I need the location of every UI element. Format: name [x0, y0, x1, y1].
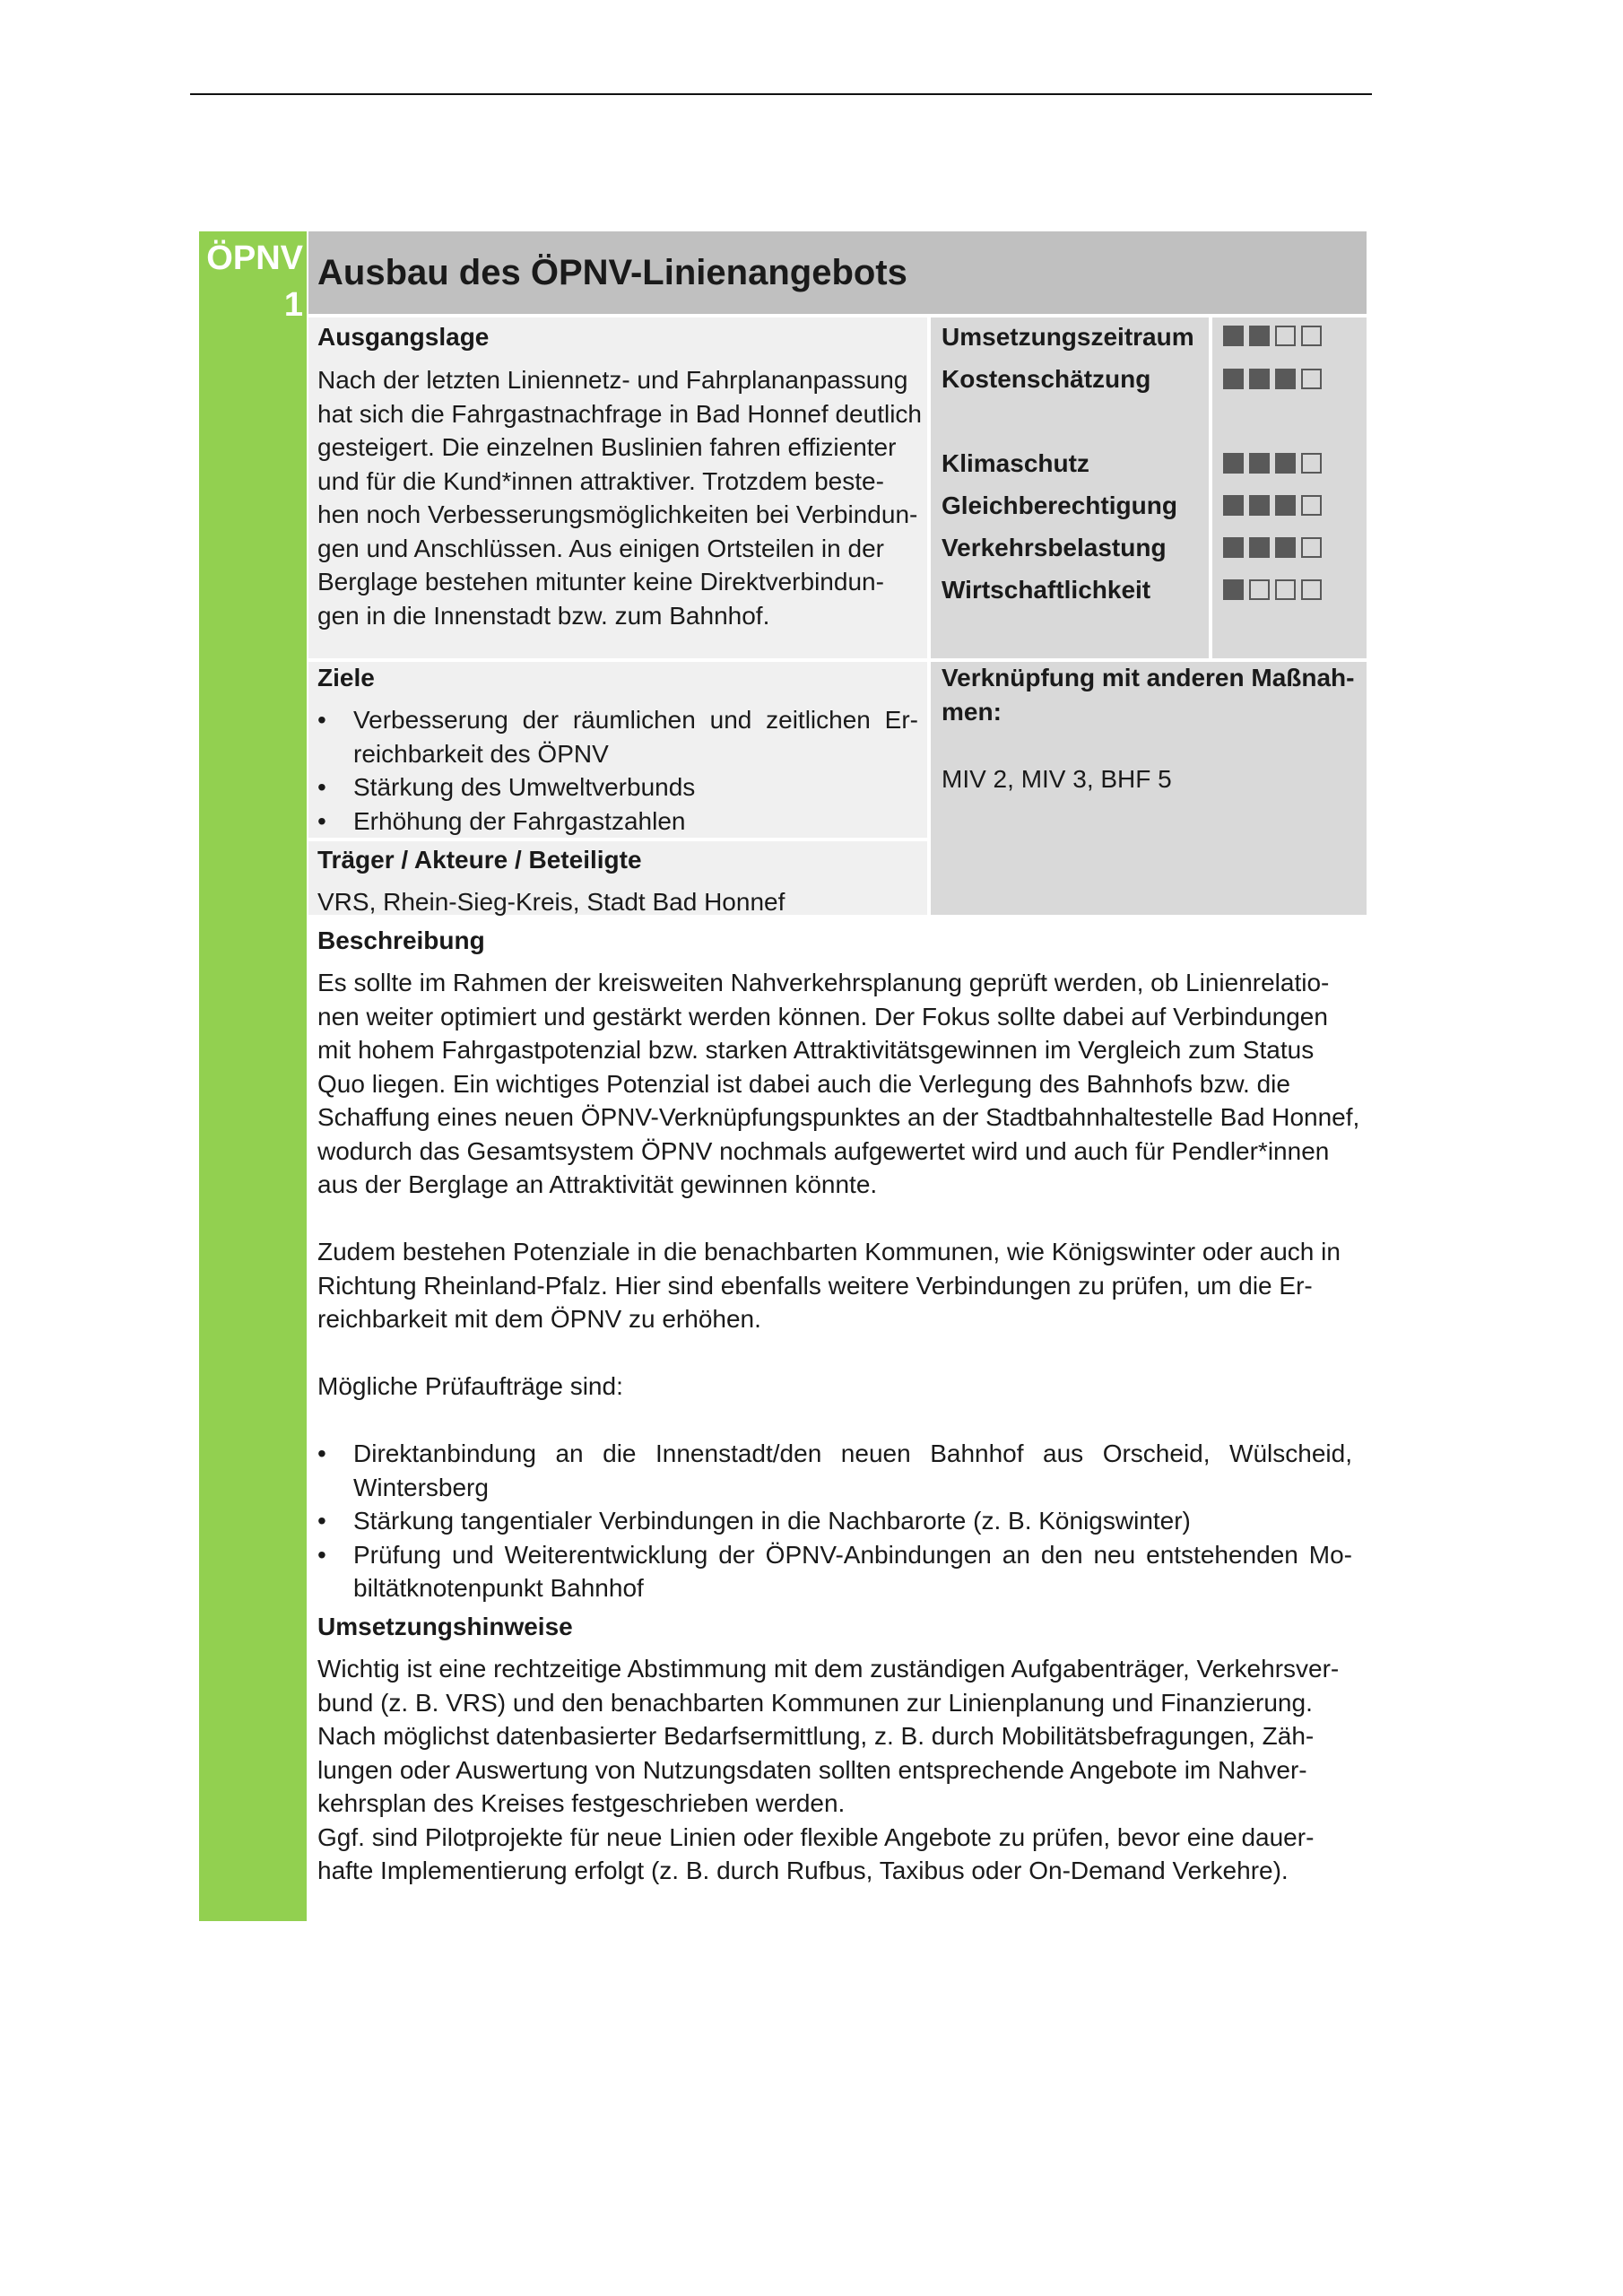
- text-line: Ggf. sind Pilotprojekte für neue Linien oder flexible Angebote zu prüfen, bevor eine dauer-: [317, 1822, 1315, 1851]
- traeger-text: VRS, Rhein-Sieg-Kreis, Stadt Bad Honnef: [317, 888, 785, 916]
- rating-square-filled: [1223, 326, 1244, 346]
- rating-squares: [1223, 537, 1322, 558]
- rating-label-gleichberechtigung: Gleichberechtigung: [942, 491, 1177, 519]
- rating-square-filled: [1249, 495, 1270, 516]
- beschreibung-paragraph-1: [317, 966, 1367, 1202]
- text-line: Nach der letzten Liniennetz- und Fahrplananpassung: [317, 366, 908, 394]
- text-line: bund (z. B. VRS) und den benachbarten Kommunen zur Linienplanung und Finanzierung.: [317, 1688, 1313, 1717]
- rating-square-empty: [1275, 326, 1296, 346]
- list-item: • Direktanbindung an die Innenstadt/den neuen Bahnhof aus Orscheid, Wülscheid, Wintersberg: [317, 1439, 1352, 1501]
- rating-square-filled: [1275, 537, 1296, 558]
- list-item: • Prüfung und Weiterentwicklung der ÖPNV-Anbindungen an den neu entstehenden Mo-biltätknotenpunkt Bahnhof: [317, 1540, 1352, 1602]
- text-line: Wichtig ist eine rechtzeitige Abstimmung mit dem zuständigen Aufgabenträger, Verkehrsver-: [317, 1655, 1340, 1683]
- text-line: Es sollte im Rahmen der kreisweiten Nahverkehrsplanung geprüft werden, ob Linienrelatio-: [317, 969, 1330, 996]
- text-line: Quo liegen. Ein wichtiges Potenzial ist dabei auch die Verlegung des Bahnhofs bzw. die: [317, 1069, 1290, 1098]
- ziele-heading: Ziele: [317, 664, 375, 691]
- rating-squares: [1223, 579, 1322, 600]
- heading-line: Verknüpfung mit anderen Maßnah-: [942, 664, 1355, 691]
- umsetzung-text: [317, 1652, 1367, 1888]
- rating-label-klimaschutz: Klimaschutz: [942, 449, 1089, 477]
- text-line: nen weiter optimiert und gestärkt werden können. Der Fokus sollte dabei auf Verbindungen: [317, 1002, 1328, 1031]
- rating-label-wirtschaftlichkeit: Wirtschaftlichkeit: [942, 576, 1151, 604]
- text-line: Richtung Rheinland-Pfalz. Hier sind ebenfalls weitere Verbindungen zu prüfen, um die Er-: [317, 1271, 1313, 1300]
- rating-square-filled: [1223, 537, 1244, 558]
- list-item: • Erhöhung der Fahrgastzahlen: [317, 806, 686, 835]
- rating-square-empty: [1275, 579, 1296, 600]
- text-line: hafte Implementierung erfolgt (z. B. durch Rufbus, Taxibus oder On-Demand Verkehre).: [317, 1857, 1289, 1884]
- rating-square-empty: [1301, 453, 1322, 474]
- measure-code: [199, 235, 303, 328]
- pruefauftraege-list: [317, 1437, 1352, 1605]
- rating-squares: [1223, 369, 1322, 389]
- verknuepfung-text: MIV 2, MIV 3, BHF 5: [942, 765, 1172, 793]
- ausgangslage-text: [317, 363, 927, 632]
- list-item: • Stärkung des Umweltverbunds: [317, 773, 696, 801]
- rating-square-empty: [1301, 326, 1322, 346]
- heading-line: men:: [942, 697, 1002, 726]
- rating-square-filled: [1275, 495, 1296, 516]
- rating-label-verkehrsbelastung: Verkehrsbelastung: [942, 534, 1167, 561]
- rating-square-empty: [1301, 537, 1322, 558]
- rating-squares: [1223, 326, 1322, 346]
- rating-square-empty: [1301, 369, 1322, 389]
- text-line: kehrsplan des Kreises festgeschrieben werden.: [317, 1789, 846, 1817]
- rating-square-filled: [1275, 369, 1296, 389]
- text-line: und für die Kund*innen attraktiver. Trotzdem beste-: [317, 466, 884, 495]
- beschreibung-heading: Beschreibung: [317, 926, 485, 954]
- text-line: hen noch Verbesserungsmöglichkeiten bei Verbindun-: [317, 500, 918, 528]
- rating-square-filled: [1223, 453, 1244, 474]
- text-line: Nach möglichst datenbasierter Bedarfsermittlung, z. B. durch Mobilitätsbefragungen, Zäh-: [317, 1722, 1315, 1750]
- beschreibung-paragraph-3: Mögliche Prüfaufträge sind:: [317, 1372, 623, 1400]
- text-line: Zudem bestehen Potenziale in die benachbarten Kommunen, wie Königswinter oder auch in: [317, 1238, 1341, 1265]
- text-line: lungen oder Auswertung von Nutzungsdaten sollten entsprechende Angebote im Nahver-: [317, 1755, 1307, 1784]
- text-line: gesteigert. Die einzelnen Buslinien fahren effizienter: [317, 433, 897, 461]
- rating-square-empty: [1249, 579, 1270, 600]
- text-line: gen in die Innenstadt bzw. zum Bahnhof.: [317, 601, 770, 630]
- rating-square-filled: [1249, 326, 1270, 346]
- rating-squares: [1223, 495, 1322, 516]
- measure-number: 1: [283, 286, 303, 324]
- rating-square-empty: [1301, 495, 1322, 516]
- text-line: reichbarkeit mit dem ÖPNV zu erhöhen.: [317, 1305, 761, 1333]
- category-sidebar: [199, 231, 307, 1921]
- rating-label-umsetzungszeitraum: Umsetzungszeitraum: [942, 323, 1194, 351]
- rating-square-filled: [1249, 453, 1270, 474]
- rating-square-filled: [1223, 369, 1244, 389]
- rating-square-filled: [1223, 495, 1244, 516]
- measure-title: Ausbau des ÖPNV-Linienangebots: [317, 253, 907, 292]
- ziele-list: [317, 703, 918, 838]
- beschreibung-paragraph-2: [317, 1235, 1367, 1336]
- traeger-heading: Träger / Akteure / Beteiligte: [317, 846, 642, 874]
- list-item: • Stärkung tangentialer Verbindungen in die Nachbarorte (z. B. Königswinter): [317, 1507, 1191, 1535]
- rating-square-filled: [1249, 369, 1270, 389]
- ausgangslage-heading: Ausgangslage: [317, 323, 490, 351]
- rating-square-filled: [1223, 579, 1244, 600]
- text-line: gen und Anschlüssen. Aus einigen Ortsteilen in der: [317, 534, 884, 562]
- rating-square-filled: [1249, 537, 1270, 558]
- text-line: Berglage bestehen mitunter keine Direktverbindun-: [317, 568, 884, 596]
- verknuepfung-heading: [942, 661, 1354, 728]
- rating-label-kostenschaetzung: Kostenschätzung: [942, 365, 1151, 393]
- text-line: wodurch das Gesamtsystem ÖPNV nochmals aufgewertet wird und auch für Pendler*innen: [317, 1136, 1330, 1165]
- text-line: Schaffung eines neuen ÖPNV-Verknüpfungspunktes an der Stadtbahnhaltestelle Bad Honnef,: [317, 1103, 1360, 1131]
- measure-category: ÖPNV: [206, 239, 303, 277]
- text-line: mit hohem Fahrgastpotenzial bzw. starken Attraktivitätsgewinnen im Vergleich zum Status: [317, 1036, 1315, 1064]
- text-line: hat sich die Fahrgastnachfrage in Bad Honnef deutlich: [317, 399, 922, 428]
- text-line: aus der Berglage an Attraktivität gewinnen könnte.: [317, 1170, 878, 1198]
- rating-square-empty: [1301, 579, 1322, 600]
- header-rule: [190, 93, 1372, 95]
- rating-squares: [1223, 453, 1322, 474]
- list-item: • Verbesserung der räumlichen und zeitlichen Er-reichbarkeit des ÖPNV: [317, 706, 918, 768]
- rating-square-filled: [1275, 453, 1296, 474]
- umsetzung-heading: Umsetzungshinweise: [317, 1613, 573, 1640]
